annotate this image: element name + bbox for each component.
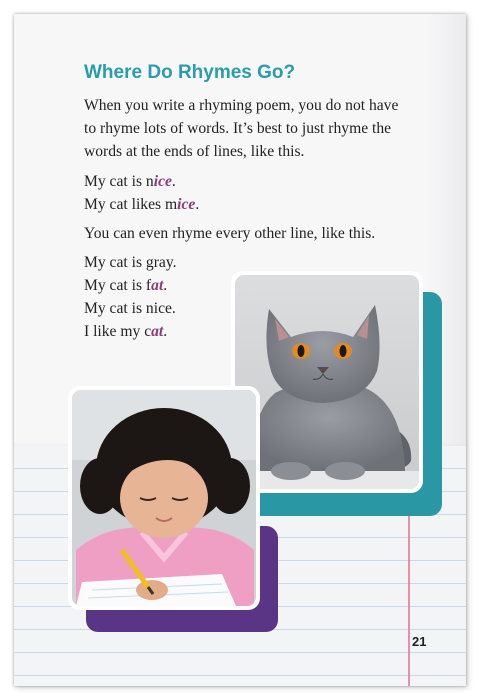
page-number: 21 (412, 634, 427, 649)
poem-line: My cat is fat. (84, 277, 168, 294)
rhyme-highlight: at (151, 277, 164, 294)
cat-illustration (235, 275, 419, 489)
poem-line: My cat is gray. (84, 254, 177, 271)
rhyme-highlight: ice (177, 196, 196, 213)
rhyme-highlight: ice (153, 173, 172, 190)
poem-line: I like my cat. (84, 323, 168, 340)
intro-paragraph: When you write a rhyming poem, you do not have to rhyme lots of words. It’s best to just rhyme the words at the ends of lines, like this. (84, 97, 399, 160)
poem-line: My cat is nice. (84, 173, 176, 190)
rhyme-example-2 (84, 251, 177, 343)
girl-writing-photo (68, 386, 260, 610)
girl-writing-illustration (72, 390, 256, 606)
book-page (14, 14, 466, 686)
rhyme-example-1 (84, 170, 199, 216)
poem-line: My cat likes mice. (84, 196, 200, 213)
poem-line: My cat is nice. (84, 300, 176, 317)
second-paragraph: You can even rhyme every other line, like this. (84, 225, 376, 242)
section-heading: Where Do Rhymes Go? (84, 62, 296, 83)
rhyme-highlight: at (151, 323, 164, 340)
